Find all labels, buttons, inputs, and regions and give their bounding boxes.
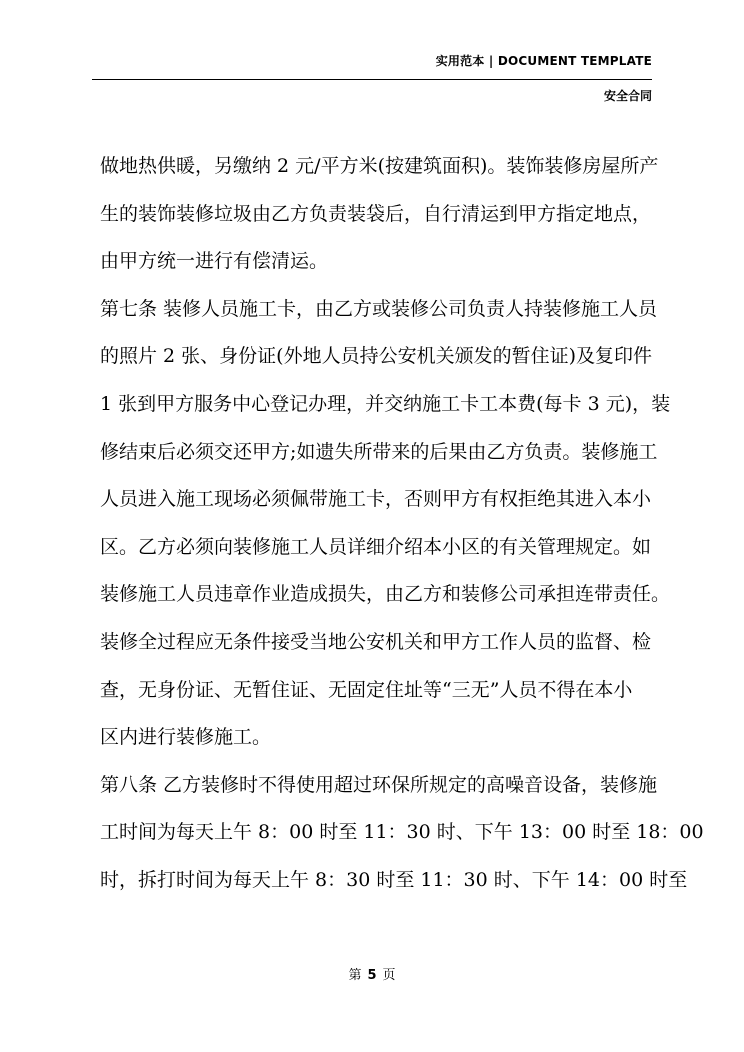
body-line: 的照片 2 张、身份证(外地人员持公安机关颁发的暂住证)及复印件	[100, 345, 652, 368]
body-line: 装修施工人员违章作业造成损失，由乙方和装修公司承担连带责任。	[100, 583, 671, 606]
page-footer	[0, 964, 744, 983]
body-line: 修结束后必须交还甲方;如遗失所带来的后果由乙方负责。装修施工	[100, 440, 658, 463]
header-subtitle: 安全合同	[603, 89, 652, 103]
body-line: 第八条 乙方装修时不得使用超过环保所规定的高噪音设备，装修施	[100, 773, 658, 796]
header-title: 实用范本 | DOCUMENT TEMPLATE	[435, 54, 652, 68]
body-line: 做地热供暖，另缴纳 2 元/平方米(按建筑面积)。装饰装修房屋所产	[100, 155, 659, 177]
document-body	[100, 143, 704, 905]
page-label-suffix: 页	[382, 968, 396, 983]
page-label-prefix: 第	[348, 968, 362, 983]
body-line: 工时间为每天上午 8：00 时至 11：30 时、下午 13：00 时至 18：00	[100, 821, 704, 844]
body-line: 第七条 装修人员施工卡，由乙方或装修公司负责人持装修施工人员	[100, 297, 658, 320]
body-line: 区。乙方必须向装修施工人员详细介绍本小区的有关管理规定。如	[100, 535, 652, 558]
body-line: 由甲方统一进行有偿清运。	[100, 250, 329, 273]
body-line: 人员进入施工现场必须佩带施工卡，否则甲方有权拒绝其进入本小	[100, 488, 652, 511]
body-line: 区内进行装修施工。	[100, 726, 272, 749]
body-line: 装修全过程应无条件接受当地公安机关和甲方工作人员的监督、检	[100, 630, 652, 653]
body-line: 时，拆打时间为每天上午 8：30 时至 11：30 时、下午 14：00 时至	[100, 868, 688, 891]
header-divider	[92, 79, 652, 80]
body-line: 生的装饰装修垃圾由乙方负责装袋后，自行清运到甲方指定地点，	[100, 202, 652, 225]
page-number: 5	[367, 968, 377, 983]
body-line: 查，无身份证、无暂住证、无固定住址等“三无”人员不得在本小	[100, 678, 633, 701]
body-line: 1 张到甲方服务中心登记办理，并交纳施工卡工本费(每卡 3 元)，装	[100, 392, 671, 415]
